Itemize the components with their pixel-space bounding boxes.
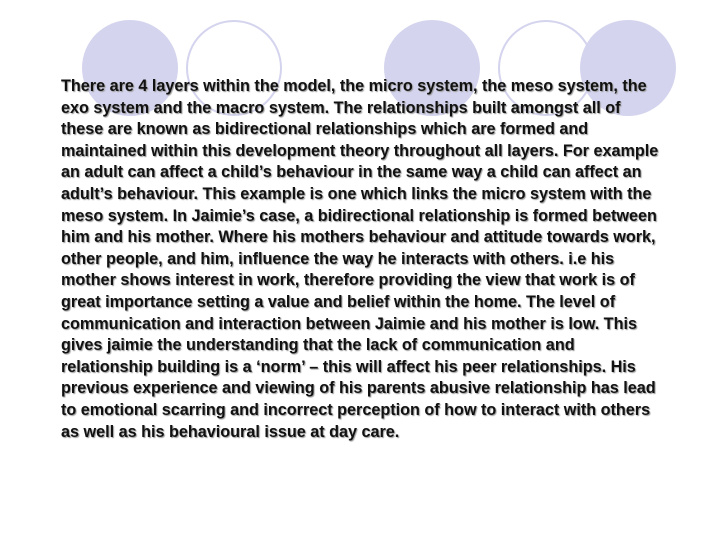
slide-body-paragraph: There are 4 layers within the model, the micro system, the meso system, the exo system and the macro system. The relationships built amongst all of these are known as bidirectional relationships which are formed and maintained within this development theory throughout all layers. For example an adult can affect a child’s behaviour in the same way a child can affect an adult’s behaviour. This example is one which links the micro system with the meso system. In Jaimie’s case, a bidirectional relationship is formed between him and his mother. Where his mothers behaviour and attitude towards work, other people, and him, influence the way he interacts with others. i.e his mother shows interest in work, therefore providing the view that work is of great importance setting a value and belief within the home. The level of communication and interaction between Jaimie and his mother is low. This gives jaimie the understanding that the lack of communication and relationship building is a ‘norm’ – this will affect his peer relationships. His previous experience and viewing of his parents abusive relationship has lead to emotional scarring and incorrect perception of how to interact with others as well as his behavioural issue at day care. [61,77,659,441]
